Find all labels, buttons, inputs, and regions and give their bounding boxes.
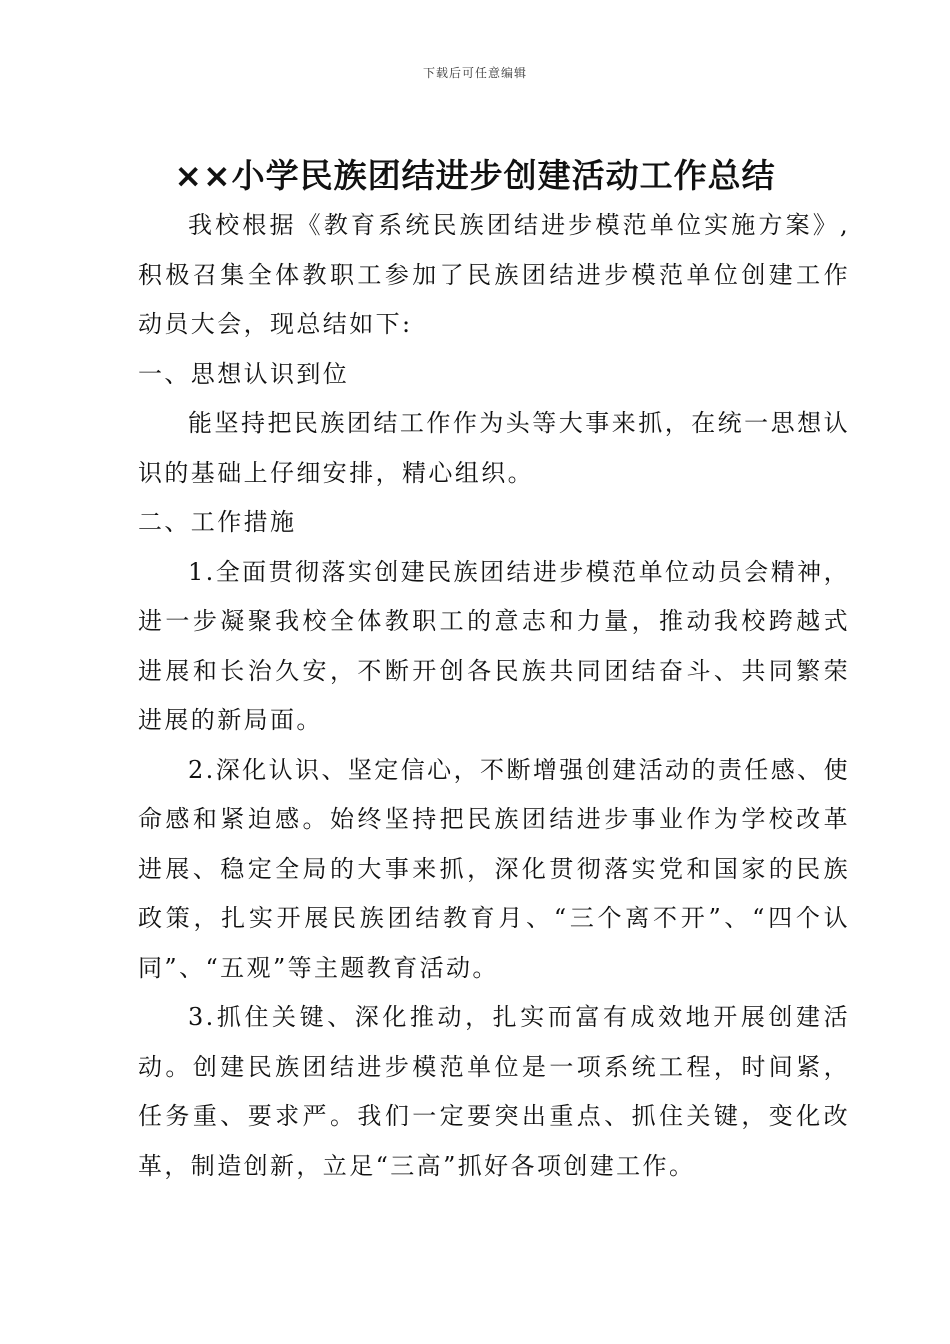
section-heading-2: 二、工作措施 bbox=[138, 508, 297, 536]
document-body bbox=[138, 201, 850, 1191]
paragraph-measure-3: 3.抓住关键、深化推动，扎实而富有成效地开展创建活动。创建民族团结进步模范单位是一项系统工程，时间紧，任务重、要求严。我们一定要突出重点、抓住关键，变化改革，制造创新，立足“三高”抓好各项创建工作。 bbox=[138, 1003, 850, 1180]
paragraph-intro: 我校根据《教育系统民族团结进步模范单位实施方案》,积极召集全体教职工参加了民族团结进步模范单位创建工作动员大会，现总结如下: bbox=[138, 211, 850, 338]
paragraph-measure-2: 2.深化认识、坚定信心，不断增强创建活动的责任感、使命感和紧迫感。始终坚持把民族团结进步事业作为学校改革进展、稳定全局的大事来抓，深化贯彻落实党和国家的民族政策，扎实开展民族团结教育月、“三个离不开”、“四个认同”、“五观”等主题教育活动。 bbox=[138, 755, 850, 982]
document-title: ××小学民族团结进步创建活动工作总结 bbox=[174, 156, 776, 195]
paragraph-measure-1: 1.全面贯彻落实创建民族团结进步模范单位动员会精神，进一步凝聚我校全体教职工的意志和力量，推动我校跨越式进展和长治久安，不断开创各民族共同团结奋斗、共同繁荣进展的新局面。 bbox=[138, 557, 850, 734]
section-heading-1: 一、思想认识到位 bbox=[138, 359, 350, 388]
page-header-note: 下载后可任意编辑 bbox=[422, 66, 527, 80]
paragraph-section-1: 能坚持把民族团结工作作为头等大事来抓，在统一思想认识的基础上仔细安排，精心组织。 bbox=[138, 409, 850, 487]
